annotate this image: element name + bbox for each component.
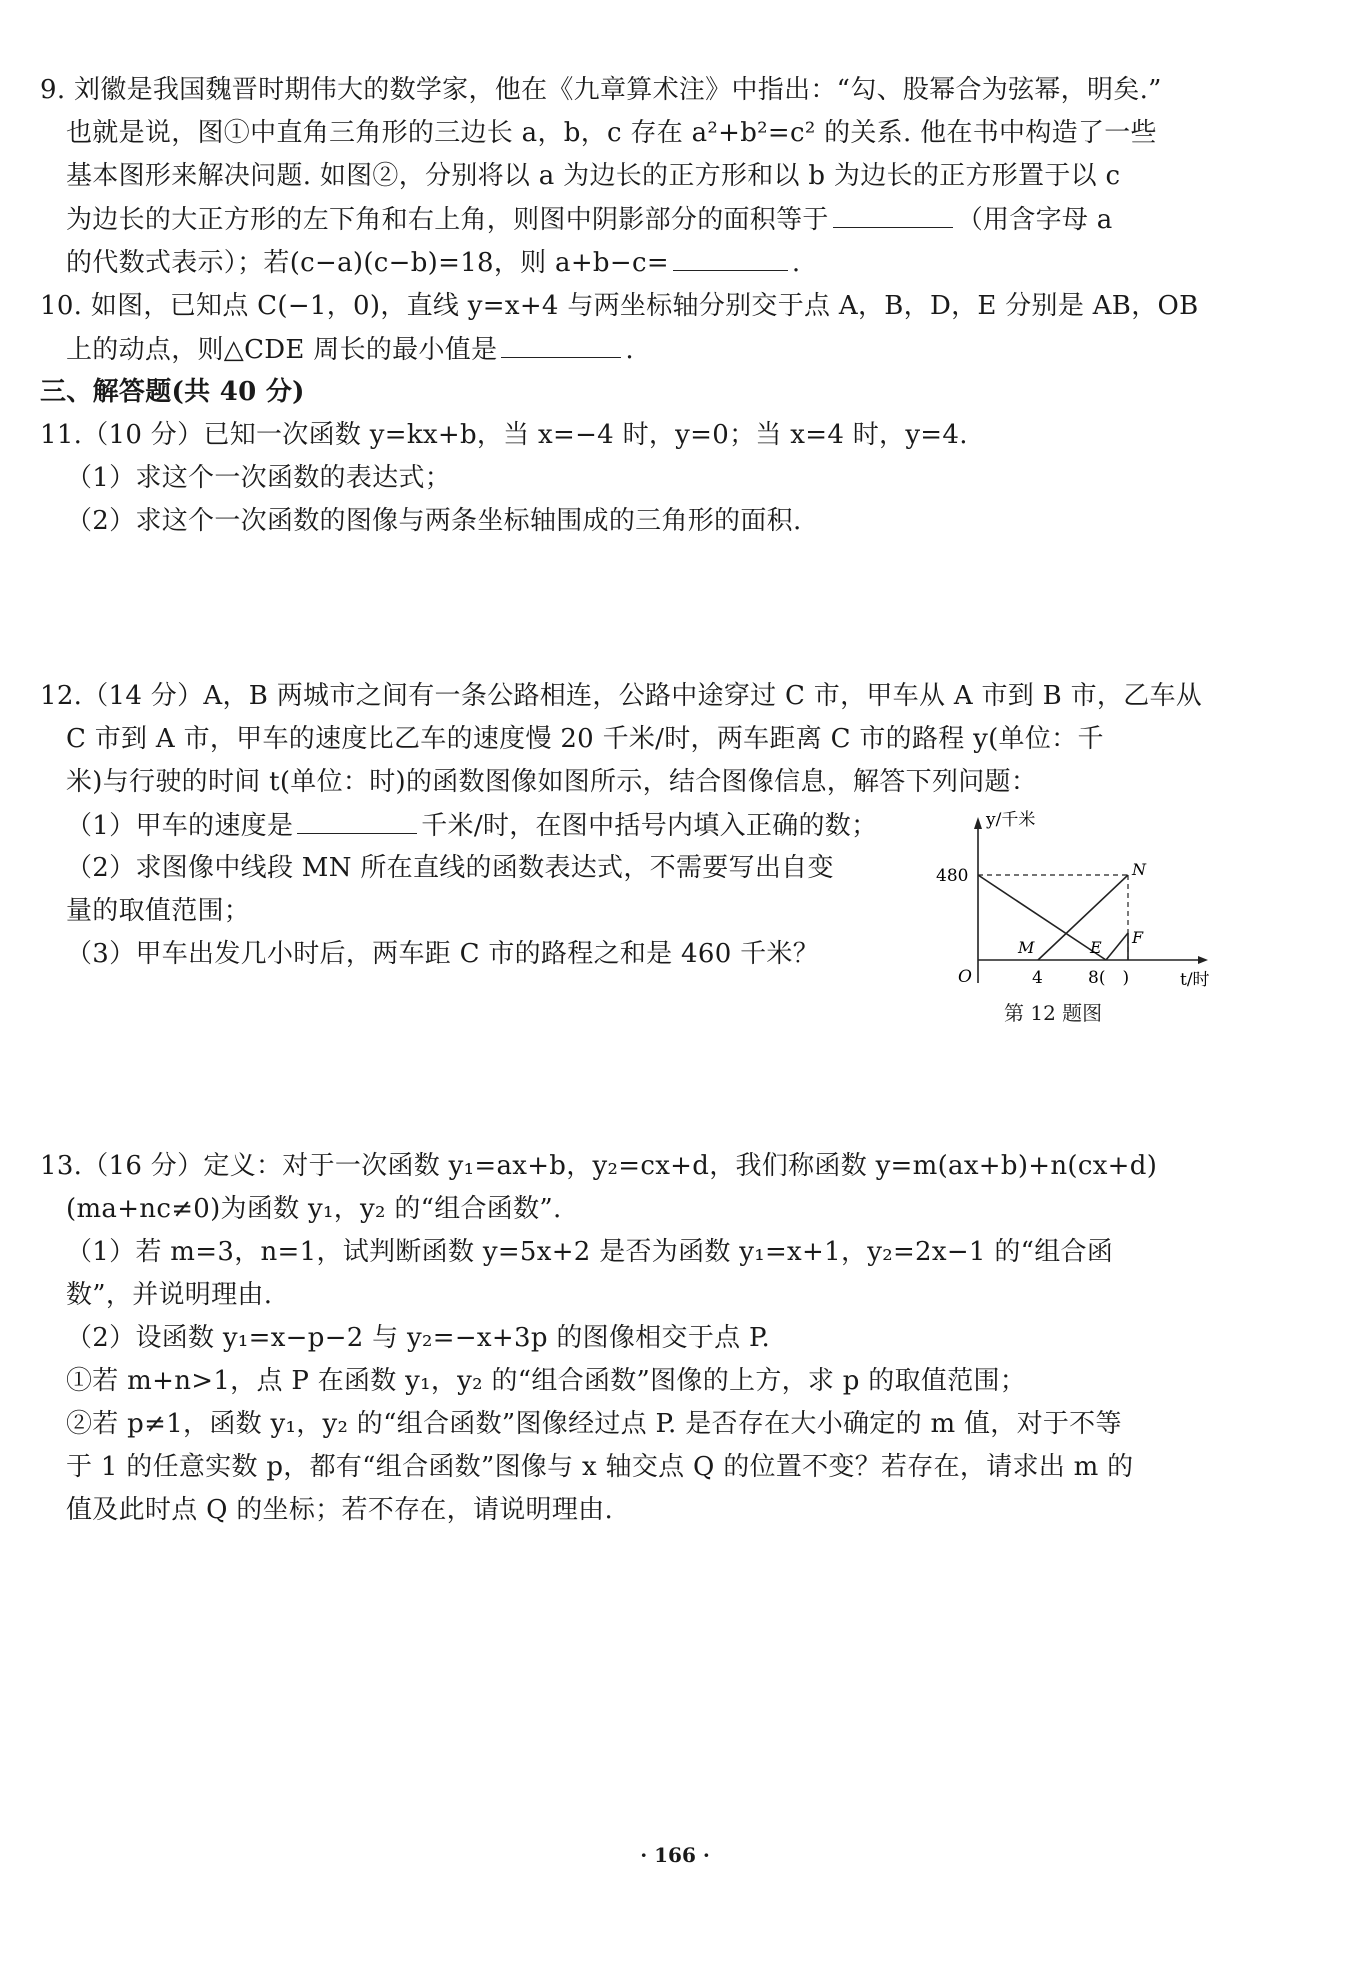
- q12-line-1: 12.（14 分）A，B 两城市之间有一条公路相连，公路中途穿过 C 市，甲车从 A 市到 B 市，乙车从: [40, 681, 1203, 711]
- q9-line-4-text: 为边长的大正方形的左下角和右上角，则图中阴影部分的面积等于: [66, 205, 829, 235]
- x-tick-4: 4: [1032, 968, 1043, 988]
- segment-descending: [978, 875, 1106, 960]
- q9-line-2: 也就是说，图①中直角三角形的三边长 a，b，c 存在 a²+b²=c² 的关系. 他在书中构造了一些: [66, 118, 1157, 148]
- point-n-label: N: [1132, 860, 1146, 879]
- segment-mn: [1038, 875, 1128, 960]
- q9-line-4-tail: （用含字母 a: [956, 205, 1113, 235]
- y-axis-label: y/千米: [986, 810, 1036, 830]
- page-number: · 166 ·: [640, 1843, 710, 1867]
- x-axis-arrow: [1198, 956, 1208, 964]
- x-tick-8: 8( ): [1088, 968, 1130, 988]
- q12-line-5: （2）求图像中线段 MN 所在直线的函数表达式，不需要写出自变: [66, 853, 834, 883]
- q13-line-5: （2）设函数 y₁=x−p−2 与 y₂=−x+3p 的图像相交于点 P.: [66, 1323, 771, 1353]
- q13-line-3: （1）若 m=3，n=1，试判断函数 y=5x+2 是否为函数 y₁=x+1，y₂=2x−1 的“组合函: [66, 1237, 1114, 1267]
- q9-answer-blank-1[interactable]: [833, 201, 953, 228]
- x-axis-label: t/时: [1180, 970, 1210, 990]
- q13-line-6: ①若 m+n>1，点 P 在函数 y₁，y₂ 的“组合函数”图像的上方，求 p 的取值范围；: [66, 1366, 1027, 1396]
- q9-line-4: [66, 201, 1113, 238]
- q12-answer-blank[interactable]: [297, 807, 417, 834]
- point-m-label: M: [1018, 938, 1035, 957]
- q10-line-2-tail: .: [625, 335, 634, 365]
- q9-line-5: [66, 244, 801, 281]
- point-e-label: E: [1090, 938, 1102, 957]
- q12-line-7: （3）甲车出发几小时后，两车距 C 市的路程之和是 460 千米？: [66, 939, 820, 969]
- q9-answer-blank-2[interactable]: [673, 244, 788, 271]
- q12-line-3: 米)与行驶的时间 t(单位：时)的函数图像如图所示，结合图像信息，解答下列问题：: [66, 767, 1038, 797]
- section-heading: 三、解答题(共 40 分): [40, 377, 305, 407]
- q11-line-1: 11.（10 分）已知一次函数 y=kx+b，当 x=−4 时，y=0；当 x=4 时，y=4.: [40, 420, 968, 450]
- q12-figure: [930, 805, 1220, 995]
- q11-line-2: （1）求这个一次函数的表达式；: [66, 463, 452, 493]
- q9-line-1: 9. 刘徽是我国魏晋时期伟大的数学家，他在《九章算术注》中指出：“勾、股幂合为弦幂，明矣.”: [40, 75, 1162, 105]
- q12-line-6: 量的取值范围；: [66, 896, 251, 926]
- q12-line-4-text: （1）甲车的速度是: [66, 811, 294, 841]
- q10-line-2: [66, 331, 634, 368]
- q10-line-2-text: 上的动点，则△CDE 周长的最小值是: [66, 335, 498, 365]
- q9-line-3: 基本图形来解决问题. 如图②，分别将以 a 为边长的正方形和以 b 为边长的正方形置于以 c: [66, 161, 1121, 191]
- y-axis-arrow: [974, 817, 982, 829]
- q9-line-5-tail: .: [791, 248, 801, 278]
- q12-line-4: [66, 807, 877, 844]
- q12-line-2: C 市到 A 市，甲车的速度比乙车的速度慢 20 千米/时，两车距离 C 市的路程 y(单位：千: [66, 724, 1104, 754]
- q13-line-8: 于 1 的任意实数 p，都有“组合函数”图像与 x 轴交点 Q 的位置不变？若存在，请求出 m 的: [66, 1452, 1134, 1482]
- q13-line-1: 13.（16 分）定义：对于一次函数 y₁=ax+b，y₂=cx+d，我们称函数 y=m(ax+b)+n(cx+d): [40, 1151, 1158, 1181]
- q10-line-1: 10. 如图，已知点 C(−1，0)，直线 y=x+4 与两坐标轴分别交于点 A，B，D，E 分别是 AB，OB: [40, 291, 1199, 321]
- q13-line-4: 数”，并说明理由.: [66, 1280, 273, 1310]
- q12-line-4-tail: 千米/时，在图中括号内填入正确的数；: [421, 811, 878, 841]
- q9-line-5-text: 的代数式表示）；若(c−a)(c−b)=18，则 a+b−c=: [66, 248, 669, 278]
- figure-caption: 第 12 题图: [1004, 1001, 1103, 1025]
- q10-answer-blank[interactable]: [501, 331, 621, 358]
- y-tick-480: 480: [936, 866, 969, 886]
- origin-label: O: [958, 967, 972, 987]
- q13-line-2: (ma+nc≠0)为函数 y₁，y₂ 的“组合函数”.: [66, 1194, 562, 1224]
- q11-line-3: （2）求这个一次函数的图像与两条坐标轴围成的三角形的面积.: [66, 506, 802, 536]
- q13-line-7: ②若 p≠1，函数 y₁，y₂ 的“组合函数”图像经过点 P. 是否存在大小确定的 m 值，对于不等: [66, 1409, 1122, 1439]
- point-f-label: F: [1132, 928, 1144, 947]
- q13-line-9: 值及此时点 Q 的坐标；若不存在，请说明理由.: [66, 1495, 614, 1525]
- segment-ef: [1106, 933, 1128, 960]
